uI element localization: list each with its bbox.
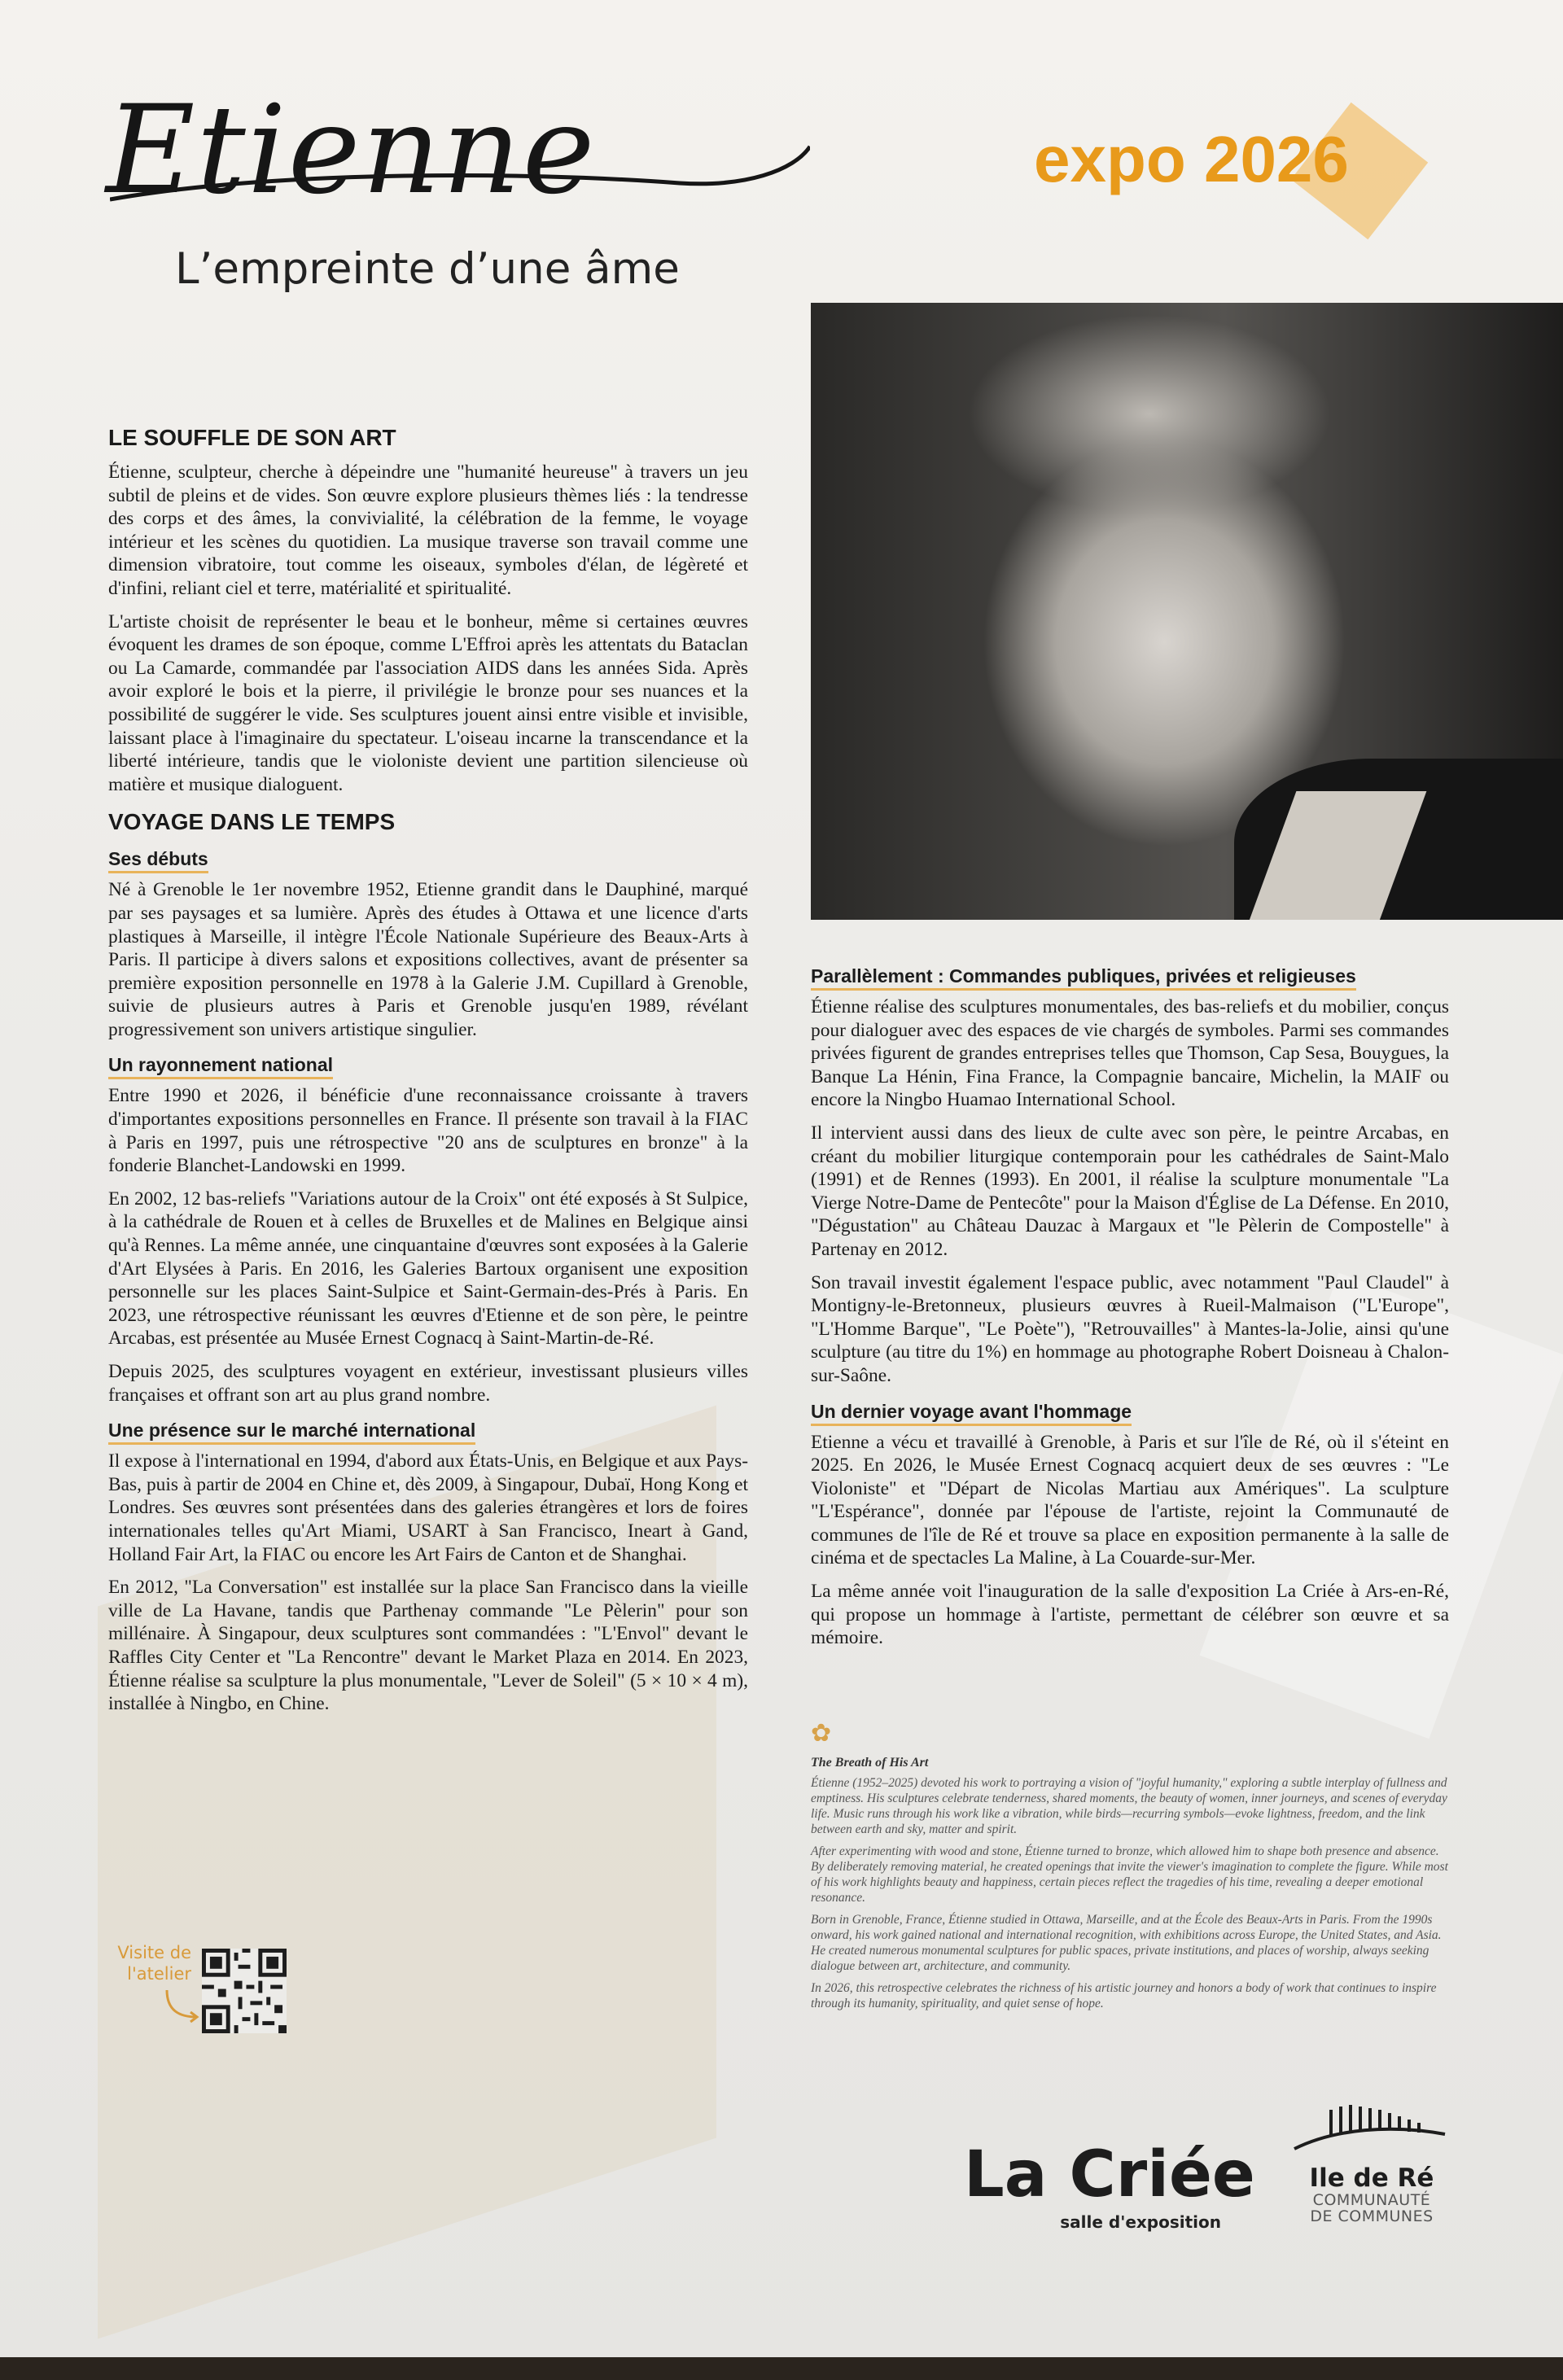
paragraph: Né à Grenoble le 1er novembre 1952, Etienne grandit dans le Dauphiné, marqué par ses paysages et sa lumière. Après des études à Ottawa et une licence d'arts plastiques à Marseille, il intègre l'École Nationale Supérieure des Beaux-Arts à Paris. Il participe à divers salons et expositions collectives, avant de présenter sa première exposition personnelle en 1978 à la Galerie J.M. Cupillard à Grenoble, suivie de plusieurs autres à Paris et Grenoble jusqu'en 1989, révélant progressivement son univers artistique singulier.: [108, 879, 748, 1040]
english-translation: [811, 1755, 1452, 2018]
subsection-title: Ses débuts: [108, 847, 208, 873]
qr-code-icon[interactable]: [202, 1949, 287, 2033]
paragraph: Son travail investit également l'espace public, avec notamment "Paul Claudel" à Montigny-le-Bretonneux, plusieurs œuvres à Rueil-Malmaison ("L'Europe", "L'Homme Barque", "Le Poète"), "Retrouvailles" à Mantes-la-Jolie, ainsi qu'une sculpture (au titre du 1%) en hommage au photographe Robert Doisneau à Chalon-sur-Saône.: [811, 1271, 1449, 1386]
ile-de-re-subtitle: DE COMMUNES: [1310, 2207, 1434, 2225]
artist-portrait: [811, 303, 1563, 920]
subsection-title: Une présence sur le marché international: [108, 1418, 475, 1445]
expo-badge: [1034, 122, 1457, 244]
subsection-title: Un dernier voyage avant l'hommage: [811, 1399, 1132, 1426]
paragraph: Etienne a vécu et travaillé à Grenoble, à Paris et sur l'île de Ré, où il s'éteint en 2025. En 2026, le Musée Ernest Cognacq acquiert deux de ses œuvres : "Le Violoniste" et "Départ de Nicolas Martiau aux Amériques". La sculpture "L'Espérance", donnée par l'épouse de l'artiste, rejoint la Communauté de communes de l'île de Ré et trouve sa place en exposition permanente à la salle de cinéma et de spectacles La Maline, à La Couarde-sur-Mer.: [811, 1431, 1449, 1569]
ile-de-re-logo: [1286, 2100, 1457, 2225]
la-criee-logo: [964, 2138, 1255, 2232]
logo-etienne: Etienne: [106, 80, 597, 221]
paragraph: Étienne, sculpteur, cherche à dépeindre une "humanité heureuse" à travers un jeu subtil de pleins et de vides. Son œuvre explore plusieurs thèmes liés : la tendresse des corps et des âmes, la convivialité, la célébration de la femme, le voyage intérieur et les scènes du quotidien. La musique traverse son travail comme une dimension vibratoire, tout comme les oiseaux, symboles d'élan, de légèreté et d'infini, reliant ciel et terre, matérialité et spiritualité.: [108, 462, 748, 599]
paragraph: L'artiste choisit de représenter le beau et le bonheur, même si certaines œuvres évoquent les drames de son époque, comme L'Effroi après les attentats du Bataclan ou La Camarde, commandée par l'association AIDS dans les années Sida. Après avoir exploré le bois et la pierre, il privilégie le bronze pour ses nuances et la possibilité de suggérer le vide. Ses sculptures jouent ainsi entre visible et invisible, laissant place à l'imaginaire du spectateur. L'oiseau incarne la transcendance et la liberté intérieure, tandis que le violoniste devient une partition silencieuse où matière et musique dialoguent.: [108, 610, 748, 795]
paragraph: La même année voit l'inauguration de la salle d'exposition La Criée à Ars-en-Ré, qui propose un hommage à l'artiste, permettant de célébrer son œuvre et sa mémoire.: [811, 1581, 1449, 1649]
paragraph: Étienne réalise des sculptures monumentales, des bas-reliefs et du mobilier, conçus pour dialoguer avec des espaces de vie chargés de symboles. Parmi ses commandes privées figurent de grandes entreprises telles que Thomson, Cap Sesa, Bouygues, la Banque La Hénin, Fina France, la Compagnie bancaire, Michelin, la MAIF ou encore la Ningbo Huamao International School.: [811, 996, 1449, 1111]
ile-de-re-subtitle: COMMUNAUTÉ: [1312, 2191, 1431, 2209]
subsection-title: Parallèlement : Commandes publiques, privées et religieuses: [811, 964, 1356, 991]
la-criee-subtitle: salle d'exposition: [1060, 2212, 1221, 2232]
expo-label: expo 2026: [1034, 123, 1349, 195]
paragraph: Depuis 2025, des sculptures voyagent en extérieur, investissant plusieurs villes françaises et offrant son art au plus grand nombre.: [108, 1361, 748, 1406]
paragraph: Entre 1990 et 2026, il bénéficie d'une reconnaissance croissante à travers d'importantes expositions personnelles en France. Il présente son travail à la FIAC à Paris en 1997, puis une rétrospective "20 ans de sculptures en bronze" à la fonderie Blanchet-Landowski en 1999.: [108, 1085, 748, 1177]
flower-icon: ✿: [811, 1720, 832, 1747]
translation-paragraph: Étienne (1952–2025) devoted his work to portraying a vision of "joyful humanity," exploring a subtle interplay of fullness and emptiness. His sculptures celebrate tenderness, shared moments, the beauty of women, inner journeys, and scenes of everyday life. Music runs through his work like a vibration, while birds—recurring symbols—evoke lightness, freedom, and the link between earth and sky, matter and spirit.: [811, 1776, 1447, 1836]
subsection-title: Un rayonnement national: [108, 1052, 333, 1079]
logo-swash-icon: [110, 138, 810, 220]
paragraph: Il expose à l'international en 1994, d'abord aux États-Unis, en Belgique et aux Pays-Bas, puis à partir de 2004 en Chine et, dès 2009, à Singapour, Dubaï, Hong Kong et Londres. Ses œuvres sont présentées dans des galeries étrangères et lors de foires internationales telles qu'Art Miami, USART à San Francisco, Ineart à Gand, Holland Fair Art, la FIAC ou encore les Art Fairs de Canton et de Shanghai.: [108, 1450, 748, 1565]
right-column: [811, 962, 1449, 1660]
section-title: VOYAGE DANS LE TEMPS: [108, 809, 396, 835]
translation-title: The Breath of His Art: [811, 1756, 929, 1770]
floor: [0, 2357, 1563, 2380]
paragraph: Il intervient aussi dans des lieux de culte avec son père, le peintre Arcabas, en créant du mobilier liturgique contemporain pour les cathédrales de Saint-Malo (1991) et de Rennes (1993). En 2001, il réalise la sculpture monumentale "La Vierge Notre-Dame de Pentecôte" pour la Maison d'Église de La Défense. En 2010, "Dégustation" au Château Dauzac à Margaux et "le Pèlerin de Compostelle" à Partenay en 2012.: [811, 1122, 1449, 1260]
paragraph: En 2012, "La Conversation" est installée sur la place San Francisco dans la vieille ville de La Havane, tandis que Parthenay commande "Le Pèlerin" pour son millénaire. À Singapour, deux sculptures sont commandées : "L'Envol" devant le Raffles City Center et "La Rencontre" devant le Market Plaza en 2014. En 2023, Étienne réalise sa sculpture la plus monumentale, "Lever de Soleil" (5 × 10 × 4 m), installée à Ningbo, en Chine.: [108, 1577, 748, 1715]
left-column: [108, 423, 748, 1726]
section-title: LE SOUFFLE DE SON ART: [108, 425, 396, 450]
translation-paragraph: In 2026, this retrospective celebrates the richness of his artistic journey and honors a body of work that continues to inspire through its humanity, spirituality, and quiet sense of hope.: [811, 1981, 1437, 2010]
la-criee-name: La Criée: [964, 2138, 1255, 2212]
ile-de-re-name: Ile de Ré: [1309, 2163, 1434, 2193]
paragraph: En 2002, 12 bas-reliefs "Variations autour de la Croix" ont été exposés à St Sulpice, à la cathédrale de Rouen et à celles de Bruxelles et de Malines en Belgique ainsi qu'à Rennes. La même année, une cinquantaine d'œuvres sont exposées à la Galerie d'Art Elysées à Paris. En 2016, les Galeries Bartoux organisent une exposition personnelle sur les places Saint-Sulpice et Saint-Germain-des-Prés à Paris. En 2023, une rétrospective réunissant les œuvres d'Etienne et de son père, le peintre Arcabas, est présentée au Musée Ernest Cognacq à Saint-Martin-de-Ré.: [108, 1188, 748, 1350]
ile-de-re-mark-icon: [1286, 2100, 1449, 2157]
translation-paragraph: Born in Grenoble, France, Étienne studied in Ottawa, Marseille, and at the École des Beaux-Arts in Paris. From the 1990s onward, his work gained national and international recognition, with exhibitions across Europe, the United States, and Asia. He created numerous monumental sculptures for public spaces, private institutions, and places of worship, always seeking dialogue between art, architecture, and community.: [811, 1913, 1442, 1973]
subtitle: L’empreinte d’une âme: [175, 244, 680, 294]
translation-paragraph: After experimenting with wood and stone, Étienne turned to bronze, which allowed him to shape both presence and absence. By deliberately removing material, he created openings that invite the viewer's imagination to complete the figure. While most of his work highlights beauty and happiness, certain pieces reflect the tragedies of his time, revealing a deeper emotional resonance.: [811, 1844, 1448, 1905]
arrow-icon: [163, 1986, 204, 2027]
qr-label: Visite de l'atelier: [117, 1943, 191, 1984]
